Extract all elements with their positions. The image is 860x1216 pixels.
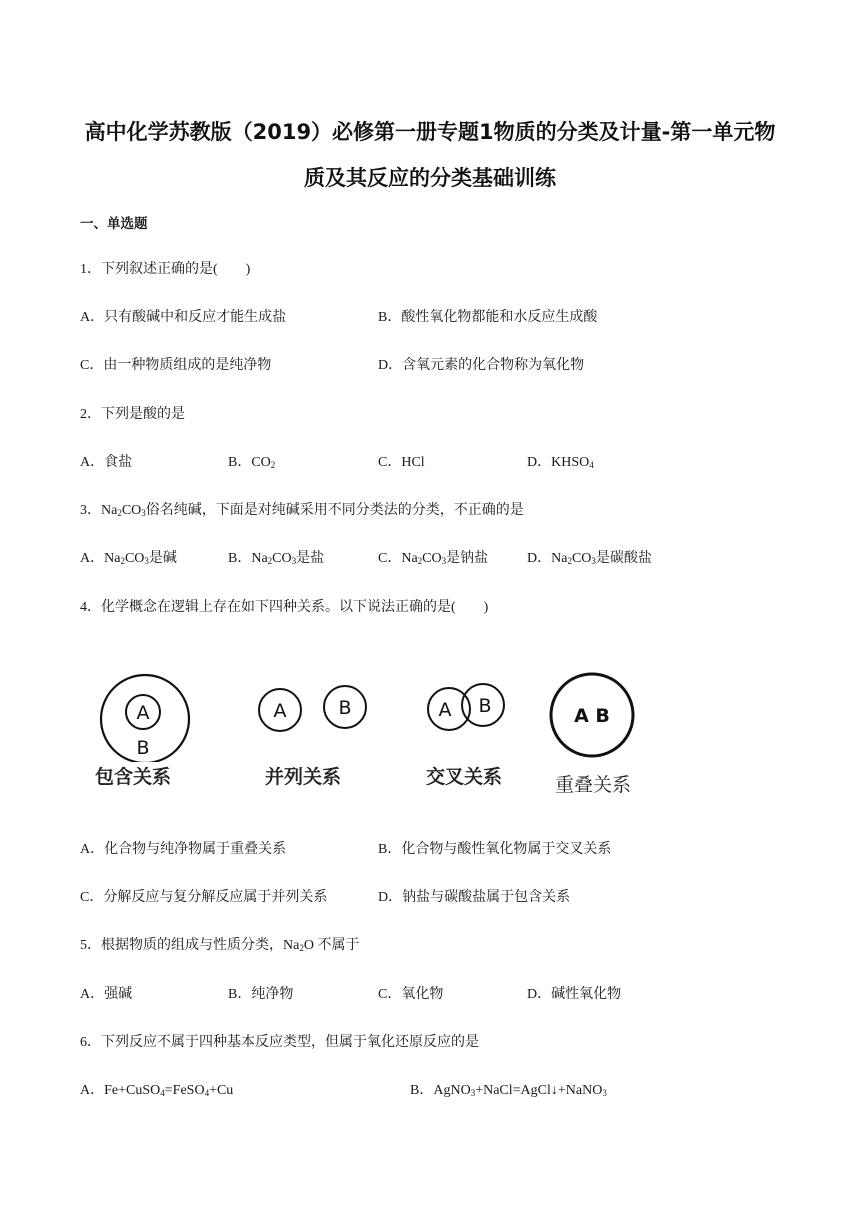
- cross-right-label: B: [478, 695, 492, 717]
- cross-left-label: A: [438, 699, 452, 721]
- formula-subscript: 3: [144, 556, 149, 566]
- question-1-option-b: [378, 306, 597, 326]
- question-text: 根据物质的组成与性质分类，Na: [101, 938, 300, 953]
- relationship-circles: [95, 662, 655, 762]
- formula-subscript: 2: [117, 508, 122, 518]
- question-3-option-d: [527, 547, 652, 567]
- contain-caption: 包含关系: [95, 766, 172, 788]
- question-number: 5．: [80, 938, 101, 953]
- question-2-option-c: [378, 451, 425, 471]
- option-label: A．: [80, 455, 105, 470]
- option-label: A．: [80, 551, 105, 566]
- option-text: 强碱: [104, 987, 133, 1002]
- question-1-option-c: [80, 354, 271, 374]
- option-text: 只有酸碱中和反应才能生成盐: [104, 310, 287, 325]
- question-4-option-b: [378, 838, 611, 858]
- option-text: 是碳酸盐: [595, 551, 652, 566]
- question-1-option-d: [378, 354, 584, 374]
- question-5-option-a: [80, 983, 132, 1003]
- formula-text: Na: [251, 551, 268, 566]
- option-label: B．: [378, 842, 402, 857]
- option-text: 钠盐与碳酸盐属于包含关系: [402, 890, 571, 905]
- option-text: 是碱: [148, 551, 177, 566]
- option-text: 化合物与纯净物属于重叠关系: [104, 842, 287, 857]
- formula-subscript: 3: [141, 508, 146, 518]
- formula-subscript: 3: [441, 556, 447, 566]
- question-2-option-b: [228, 451, 275, 471]
- formula-text: Na: [401, 551, 418, 566]
- formula-subscript: 4: [589, 460, 594, 470]
- formula-text: Na: [104, 551, 121, 566]
- formula-text: Fe+CuSO: [104, 1083, 161, 1098]
- option-text: 纯净物: [251, 987, 294, 1002]
- formula-text: Na: [551, 551, 568, 566]
- contain-outer-label: B: [136, 737, 150, 759]
- question-6-option-a: [80, 1079, 233, 1099]
- question-text: O 不属于: [303, 938, 360, 953]
- question-4-option-c: [80, 886, 327, 906]
- option-label: B．: [410, 1083, 434, 1098]
- option-label: C．: [80, 358, 104, 373]
- question-6-stem: [80, 1031, 479, 1051]
- question-text: 下列反应不属于四种基本反应类型，但属于氧化还原反应的是: [101, 1035, 479, 1050]
- parallel-right-label: B: [338, 697, 352, 719]
- question-text: 化学概念在逻辑上存在如下四种关系。以下说法正确的是( ): [101, 600, 489, 615]
- option-text: 酸性氧化物都能和水反应生成酸: [401, 310, 598, 325]
- option-label: C．: [80, 890, 104, 905]
- formula-subscript: 2: [270, 460, 276, 470]
- formula-text: CO: [272, 551, 292, 566]
- question-1-option-a: [80, 306, 286, 326]
- question-4-stem: [80, 596, 488, 616]
- formula-subscript: 3: [602, 1088, 607, 1098]
- formula-subscript: 3: [470, 1088, 476, 1098]
- option-text: 是钠盐: [446, 551, 489, 566]
- question-2-option-d: [527, 451, 594, 471]
- contain-inner-label: A: [136, 702, 150, 724]
- parallel-caption: 并列关系: [265, 766, 342, 788]
- formula-subscript: 2: [417, 556, 423, 566]
- formula-text: CO: [121, 503, 142, 518]
- question-2-stem: [80, 403, 185, 423]
- option-text: 氧化物: [401, 987, 444, 1002]
- option-text: 由一种物质组成的是纯净物: [103, 358, 272, 373]
- option-label: D．: [527, 551, 552, 566]
- option-label: B．: [228, 455, 252, 470]
- formula-text: CO: [571, 551, 592, 566]
- option-label: B．: [228, 551, 252, 566]
- formula-text: +NaCl=AgCl↓+NaNO: [475, 1083, 603, 1098]
- question-6-option-b: [410, 1079, 607, 1099]
- formula-text: CO: [422, 551, 442, 566]
- question-3-stem: [80, 499, 524, 519]
- question-number: 4．: [80, 600, 101, 615]
- option-label: B．: [228, 987, 252, 1002]
- option-label: A．: [80, 310, 105, 325]
- question-3-option-b: [228, 547, 324, 567]
- formula-text: +Cu: [209, 1083, 234, 1098]
- option-label: D．: [527, 455, 552, 470]
- option-label: D．: [378, 358, 403, 373]
- option-text: 是盐: [296, 551, 325, 566]
- overlap-caption: 重叠关系: [555, 774, 632, 796]
- formula-text: Na: [101, 503, 118, 518]
- formula-text: CO: [251, 455, 271, 470]
- option-label: D．: [527, 987, 552, 1002]
- formula-text: =FeSO: [164, 1083, 205, 1098]
- formula-subscript: 2: [299, 943, 304, 953]
- question-5-option-d: [527, 983, 621, 1003]
- formula-subscript: 2: [567, 556, 572, 566]
- question-3-option-c: [378, 547, 488, 567]
- formula-subscript: 4: [204, 1088, 210, 1098]
- formula-text: CO: [124, 551, 145, 566]
- question-text: 下列是酸的是: [101, 407, 185, 422]
- question-5-option-c: [378, 983, 443, 1003]
- question-text: 下列叙述正确的是( ): [101, 262, 251, 277]
- overlap-label: A B: [574, 705, 610, 727]
- option-label: C．: [378, 551, 402, 566]
- option-label: D．: [378, 890, 403, 905]
- formula-subscript: 2: [120, 556, 125, 566]
- option-text: 含氧元素的化合物称为氧化物: [402, 358, 585, 373]
- option-label: C．: [378, 987, 402, 1002]
- question-5-stem: [80, 934, 359, 954]
- question-4-option-d: [378, 886, 570, 906]
- document-title-line-1: 高中化学苏教版（2019）必修第一册专题1物质的分类及计量-第一单元物: [84, 120, 776, 144]
- formula-subscript: 3: [591, 556, 596, 566]
- question-2-option-a: [80, 451, 132, 471]
- formula-subscript: 2: [267, 556, 273, 566]
- option-text: HCl: [401, 455, 425, 470]
- question-1-stem: [80, 258, 250, 278]
- cross-caption: 交叉关系: [426, 766, 503, 788]
- option-label: A．: [80, 842, 105, 857]
- question-number: 6．: [80, 1035, 101, 1050]
- option-label: B．: [378, 310, 402, 325]
- formula-text: KHSO: [551, 455, 590, 470]
- relationship-diagram: [95, 662, 655, 802]
- question-3-option-a: [80, 547, 177, 567]
- question-number: 3．: [80, 503, 101, 518]
- section-heading: 一、单选题: [80, 216, 148, 232]
- question-text: 俗名纯碱，下面是对纯碱采用不同分类法的分类，不正确的是: [145, 503, 524, 518]
- question-5-option-b: [228, 983, 293, 1003]
- question-number: 1．: [80, 262, 101, 277]
- formula-subscript: 4: [160, 1088, 165, 1098]
- formula-text: AgNO: [433, 1083, 471, 1098]
- option-label: A．: [80, 1083, 105, 1098]
- document-title-line-2: 质及其反应的分类基础训练: [304, 166, 556, 190]
- option-text: 碱性氧化物: [551, 987, 622, 1002]
- formula-subscript: 3: [291, 556, 297, 566]
- question-number: 2．: [80, 407, 101, 422]
- parallel-left-label: A: [273, 700, 287, 722]
- option-text: 食盐: [104, 455, 133, 470]
- option-label: C．: [378, 455, 402, 470]
- question-4-option-a: [80, 838, 286, 858]
- option-text: 分解反应与复分解反应属于并列关系: [103, 890, 328, 905]
- option-label: A．: [80, 987, 105, 1002]
- option-text: 化合物与酸性氧化物属于交叉关系: [401, 842, 612, 857]
